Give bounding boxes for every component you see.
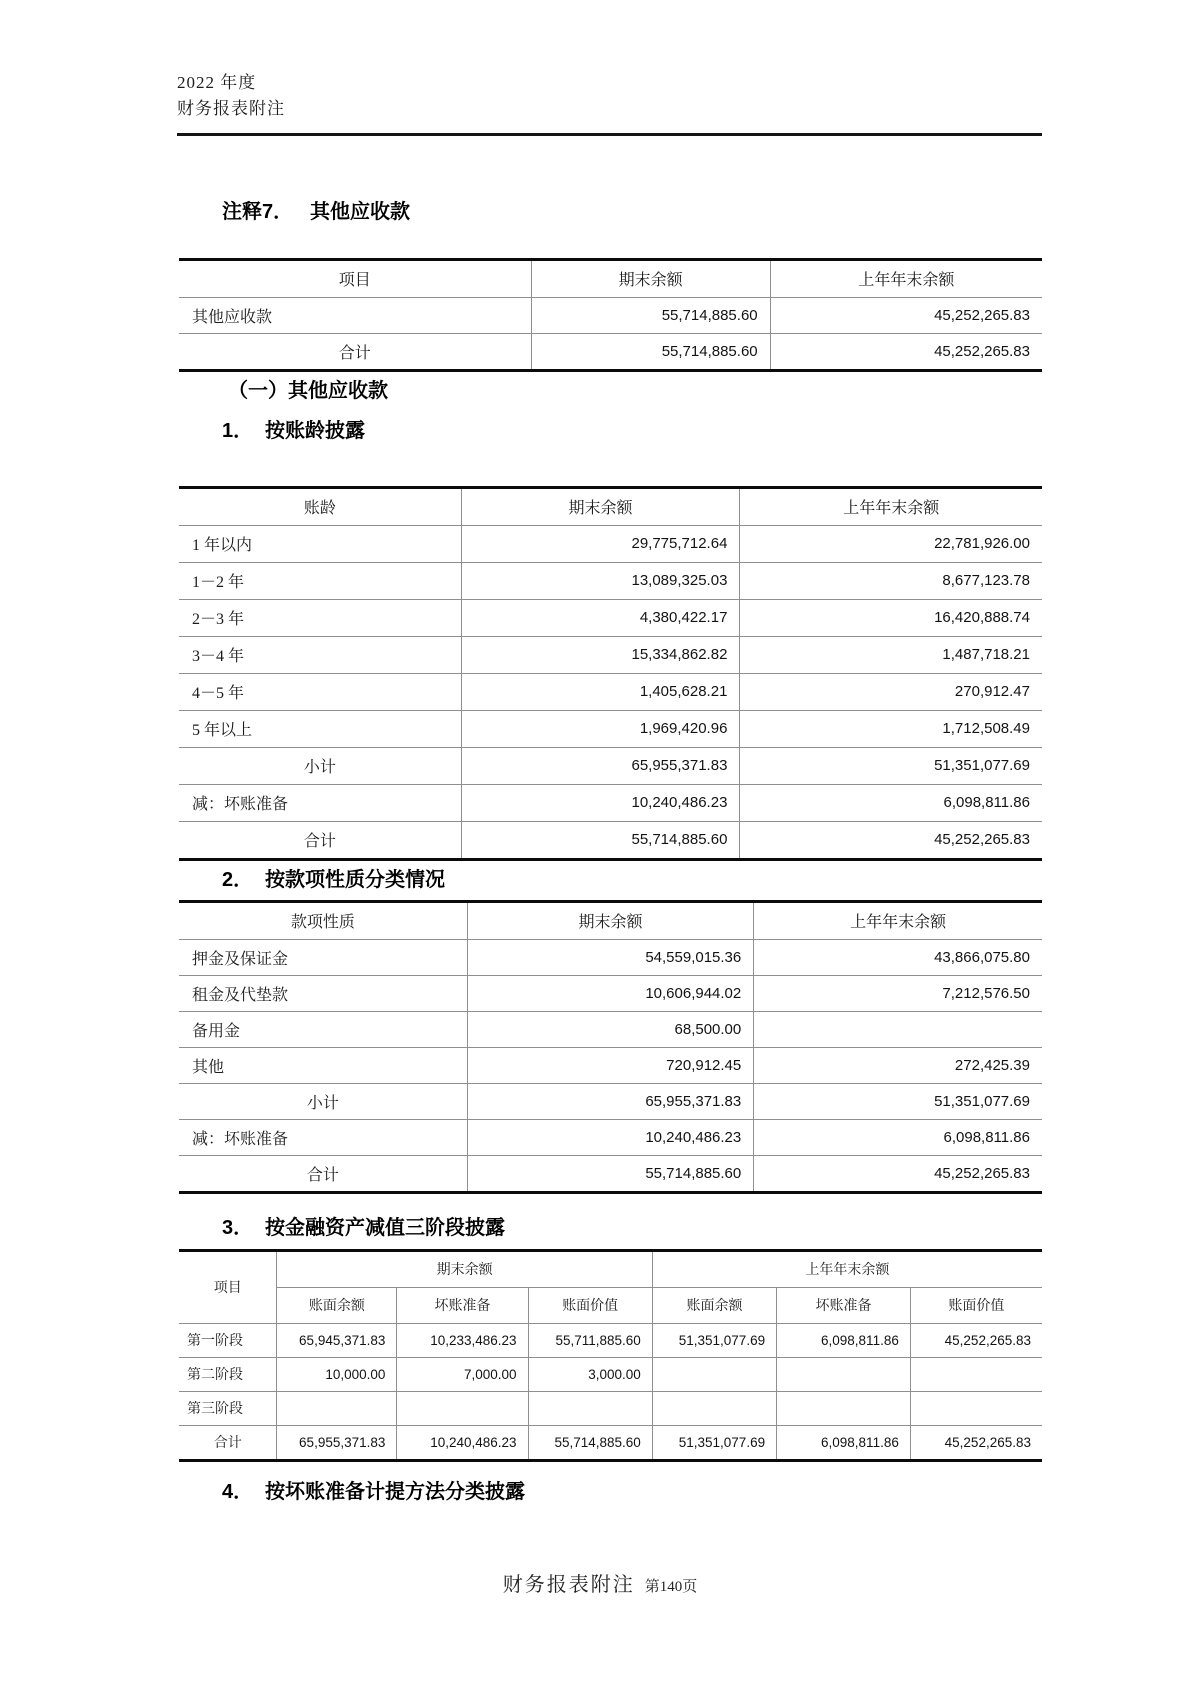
heading-nature-number: 2． [222,869,254,891]
value-cell: 6,098,811.86 [777,1425,911,1459]
table-total-row [179,1155,1042,1191]
row-label: 5 年以上 [179,710,461,747]
value-cell: 55,714,885.60 [467,1155,754,1191]
column-header: 上年年末余额 [740,489,1042,525]
column-header: 期末余额 [461,489,740,525]
note7-table [179,258,1042,372]
table-row [179,939,1042,975]
value-cell [528,1391,652,1425]
value-cell: 65,955,371.83 [277,1425,397,1459]
table-subheader-row [179,1287,1042,1323]
header-doc-title: 财务报表附注 [177,99,285,118]
row-label: 合计 [303,833,336,851]
value-cell [754,1011,1042,1047]
value-cell: 720,912.45 [467,1047,754,1083]
value-cell: 6,098,811.86 [777,1323,911,1357]
table-row [179,525,1042,562]
table-row [179,599,1042,636]
table-row [179,1391,1042,1425]
heading-nature-title: 按款项性质分类情况 [265,869,445,891]
aging-table [179,486,1042,861]
row-label: 备用金 [179,1011,467,1047]
table-row [179,1047,1042,1083]
value-cell: 10,233,486.23 [397,1323,528,1357]
column-header: 项目 [179,261,531,297]
value-cell: 1,969,420.96 [461,710,740,747]
table-row [179,710,1042,747]
value-cell: 8,677,123.78 [740,562,1042,599]
heading-sub-section [228,374,388,403]
table-row [179,297,1042,333]
heading-aging-title: 按账龄披露 [265,420,365,442]
table-row [179,1357,1042,1391]
header-rule [177,133,1042,136]
header-year: 2022 年度 [177,73,257,92]
value-cell: 4,380,422.17 [461,599,740,636]
row-label: 第一阶段 [179,1323,277,1357]
table-row [179,562,1042,599]
column-header-item: 项目 [179,1252,277,1323]
value-cell: 270,912.47 [740,673,1042,710]
value-cell: 3,000.00 [528,1357,652,1391]
value-cell: 1,487,718.21 [740,636,1042,673]
value-cell: 65,945,371.83 [277,1323,397,1357]
row-label: 其他应收款 [179,297,531,333]
column-header: 账面价值 [910,1287,1042,1323]
value-cell [777,1391,911,1425]
row-label: 小计 [179,747,461,784]
column-header: 上年年末余额 [770,261,1042,297]
value-cell: 43,866,075.80 [754,939,1042,975]
row-label: 4－5 年 [179,673,461,710]
value-cell: 10,000.00 [277,1357,397,1391]
value-cell [777,1357,911,1391]
value-cell: 45,252,265.83 [910,1323,1042,1357]
value-cell: 54,559,015.36 [467,939,754,975]
heading-method [222,1475,525,1504]
page-footer [0,1568,1200,1597]
heading-nature [222,863,445,892]
table-row [179,1323,1042,1357]
table-subtotal-row [179,1083,1042,1119]
value-cell: 16,420,888.74 [740,599,1042,636]
value-cell: 10,240,486.23 [397,1425,528,1459]
column-header: 坏账准备 [777,1287,911,1323]
value-cell: 15,334,862.82 [461,636,740,673]
value-cell: 51,351,077.69 [754,1083,1042,1119]
value-cell: 51,351,077.69 [652,1425,776,1459]
value-cell [397,1391,528,1425]
row-label: 押金及保证金 [179,939,467,975]
column-header: 账面价值 [528,1287,652,1323]
table-row [179,975,1042,1011]
column-header: 期末余额 [531,261,770,297]
value-cell: 51,351,077.69 [652,1323,776,1357]
row-label: 租金及代垫款 [179,975,467,1011]
heading-stages-title: 按金融资产减值三阶段披露 [265,1217,505,1239]
table-row [179,1011,1042,1047]
value-cell [652,1357,776,1391]
table-total-row [179,821,1042,858]
value-cell: 22,781,926.00 [740,525,1042,562]
footer-page-number: 第140页 [644,1579,698,1595]
table-row [179,784,1042,821]
row-label: 第二阶段 [179,1357,277,1391]
value-cell: 6,098,811.86 [740,784,1042,821]
column-group-header: 上年年末余额 [652,1252,1042,1287]
heading-method-title: 按坏账准备计提方法分类披露 [265,1481,525,1503]
table-total-row [179,333,1042,369]
value-cell: 68,500.00 [467,1011,754,1047]
value-cell: 51,351,077.69 [740,747,1042,784]
column-header: 账面余额 [277,1287,397,1323]
table-header-row [179,489,1042,525]
table-header-row [179,261,1042,297]
row-label: 2－3 年 [179,599,461,636]
page-header [177,70,285,122]
row-label: 小计 [179,1083,467,1119]
row-label: 3－4 年 [179,636,461,673]
value-cell: 7,000.00 [397,1357,528,1391]
row-label: 减：坏账准备 [179,784,461,821]
column-header: 期末余额 [467,903,754,939]
row-label: 减：坏账准备 [179,1119,467,1155]
value-cell [910,1391,1042,1425]
heading-note7-title: 其他应收款 [310,201,410,223]
value-cell: 65,955,371.83 [467,1083,754,1119]
value-cell: 55,714,885.60 [461,821,740,858]
column-header: 上年年末余额 [754,903,1042,939]
footer-doc-title: 财务报表附注 [502,1574,635,1596]
table-group-header-row [179,1252,1042,1287]
table-row [179,1119,1042,1155]
value-cell: 45,252,265.83 [910,1425,1042,1459]
value-cell: 45,252,265.83 [740,821,1042,858]
heading-stages [222,1211,505,1240]
value-cell: 55,714,885.60 [531,333,770,369]
column-header: 账龄 [179,489,461,525]
row-label: 合计 [338,344,371,362]
column-group-header: 期末余额 [277,1252,652,1287]
value-cell: 45,252,265.83 [770,297,1042,333]
heading-aging [222,414,365,443]
value-cell: 55,711,885.60 [528,1323,652,1357]
value-cell [910,1357,1042,1391]
nature-table [179,900,1042,1194]
row-label: 合计 [306,1166,339,1184]
table-row [179,673,1042,710]
value-cell: 10,606,944.02 [467,975,754,1011]
heading-sub-title: 其他应收款 [288,380,388,402]
value-cell: 272,425.39 [754,1047,1042,1083]
column-header: 坏账准备 [397,1287,528,1323]
value-cell: 7,212,576.50 [754,975,1042,1011]
value-cell: 6,098,811.86 [754,1119,1042,1155]
value-cell: 13,089,325.03 [461,562,740,599]
heading-sub-number: （一） [228,380,288,402]
column-header: 账面余额 [652,1287,776,1323]
value-cell: 1,712,508.49 [740,710,1042,747]
value-cell: 10,240,486.23 [461,784,740,821]
row-label: 其他 [179,1047,467,1083]
table-header-row [179,903,1042,939]
value-cell: 65,955,371.83 [461,747,740,784]
row-label: 合计 [213,1436,242,1452]
value-cell: 29,775,712.64 [461,525,740,562]
value-cell [277,1391,397,1425]
heading-method-number: 4． [222,1481,254,1503]
value-cell: 55,714,885.60 [528,1425,652,1459]
heading-note7-number: 注释7． [222,201,294,223]
value-cell: 55,714,885.60 [531,297,770,333]
heading-aging-number: 1． [222,420,254,442]
table-row [179,636,1042,673]
value-cell: 10,240,486.23 [467,1119,754,1155]
value-cell [652,1391,776,1425]
column-header: 款项性质 [179,903,467,939]
heading-note7 [222,195,410,224]
value-cell: 45,252,265.83 [754,1155,1042,1191]
table-subtotal-row [179,747,1042,784]
row-label: 第三阶段 [179,1391,277,1425]
value-cell: 1,405,628.21 [461,673,740,710]
stages-table [179,1249,1042,1462]
row-label: 1－2 年 [179,562,461,599]
row-label: 1 年以内 [179,525,461,562]
heading-stages-number: 3． [222,1217,254,1239]
value-cell: 45,252,265.83 [770,333,1042,369]
table-total-row [179,1425,1042,1459]
